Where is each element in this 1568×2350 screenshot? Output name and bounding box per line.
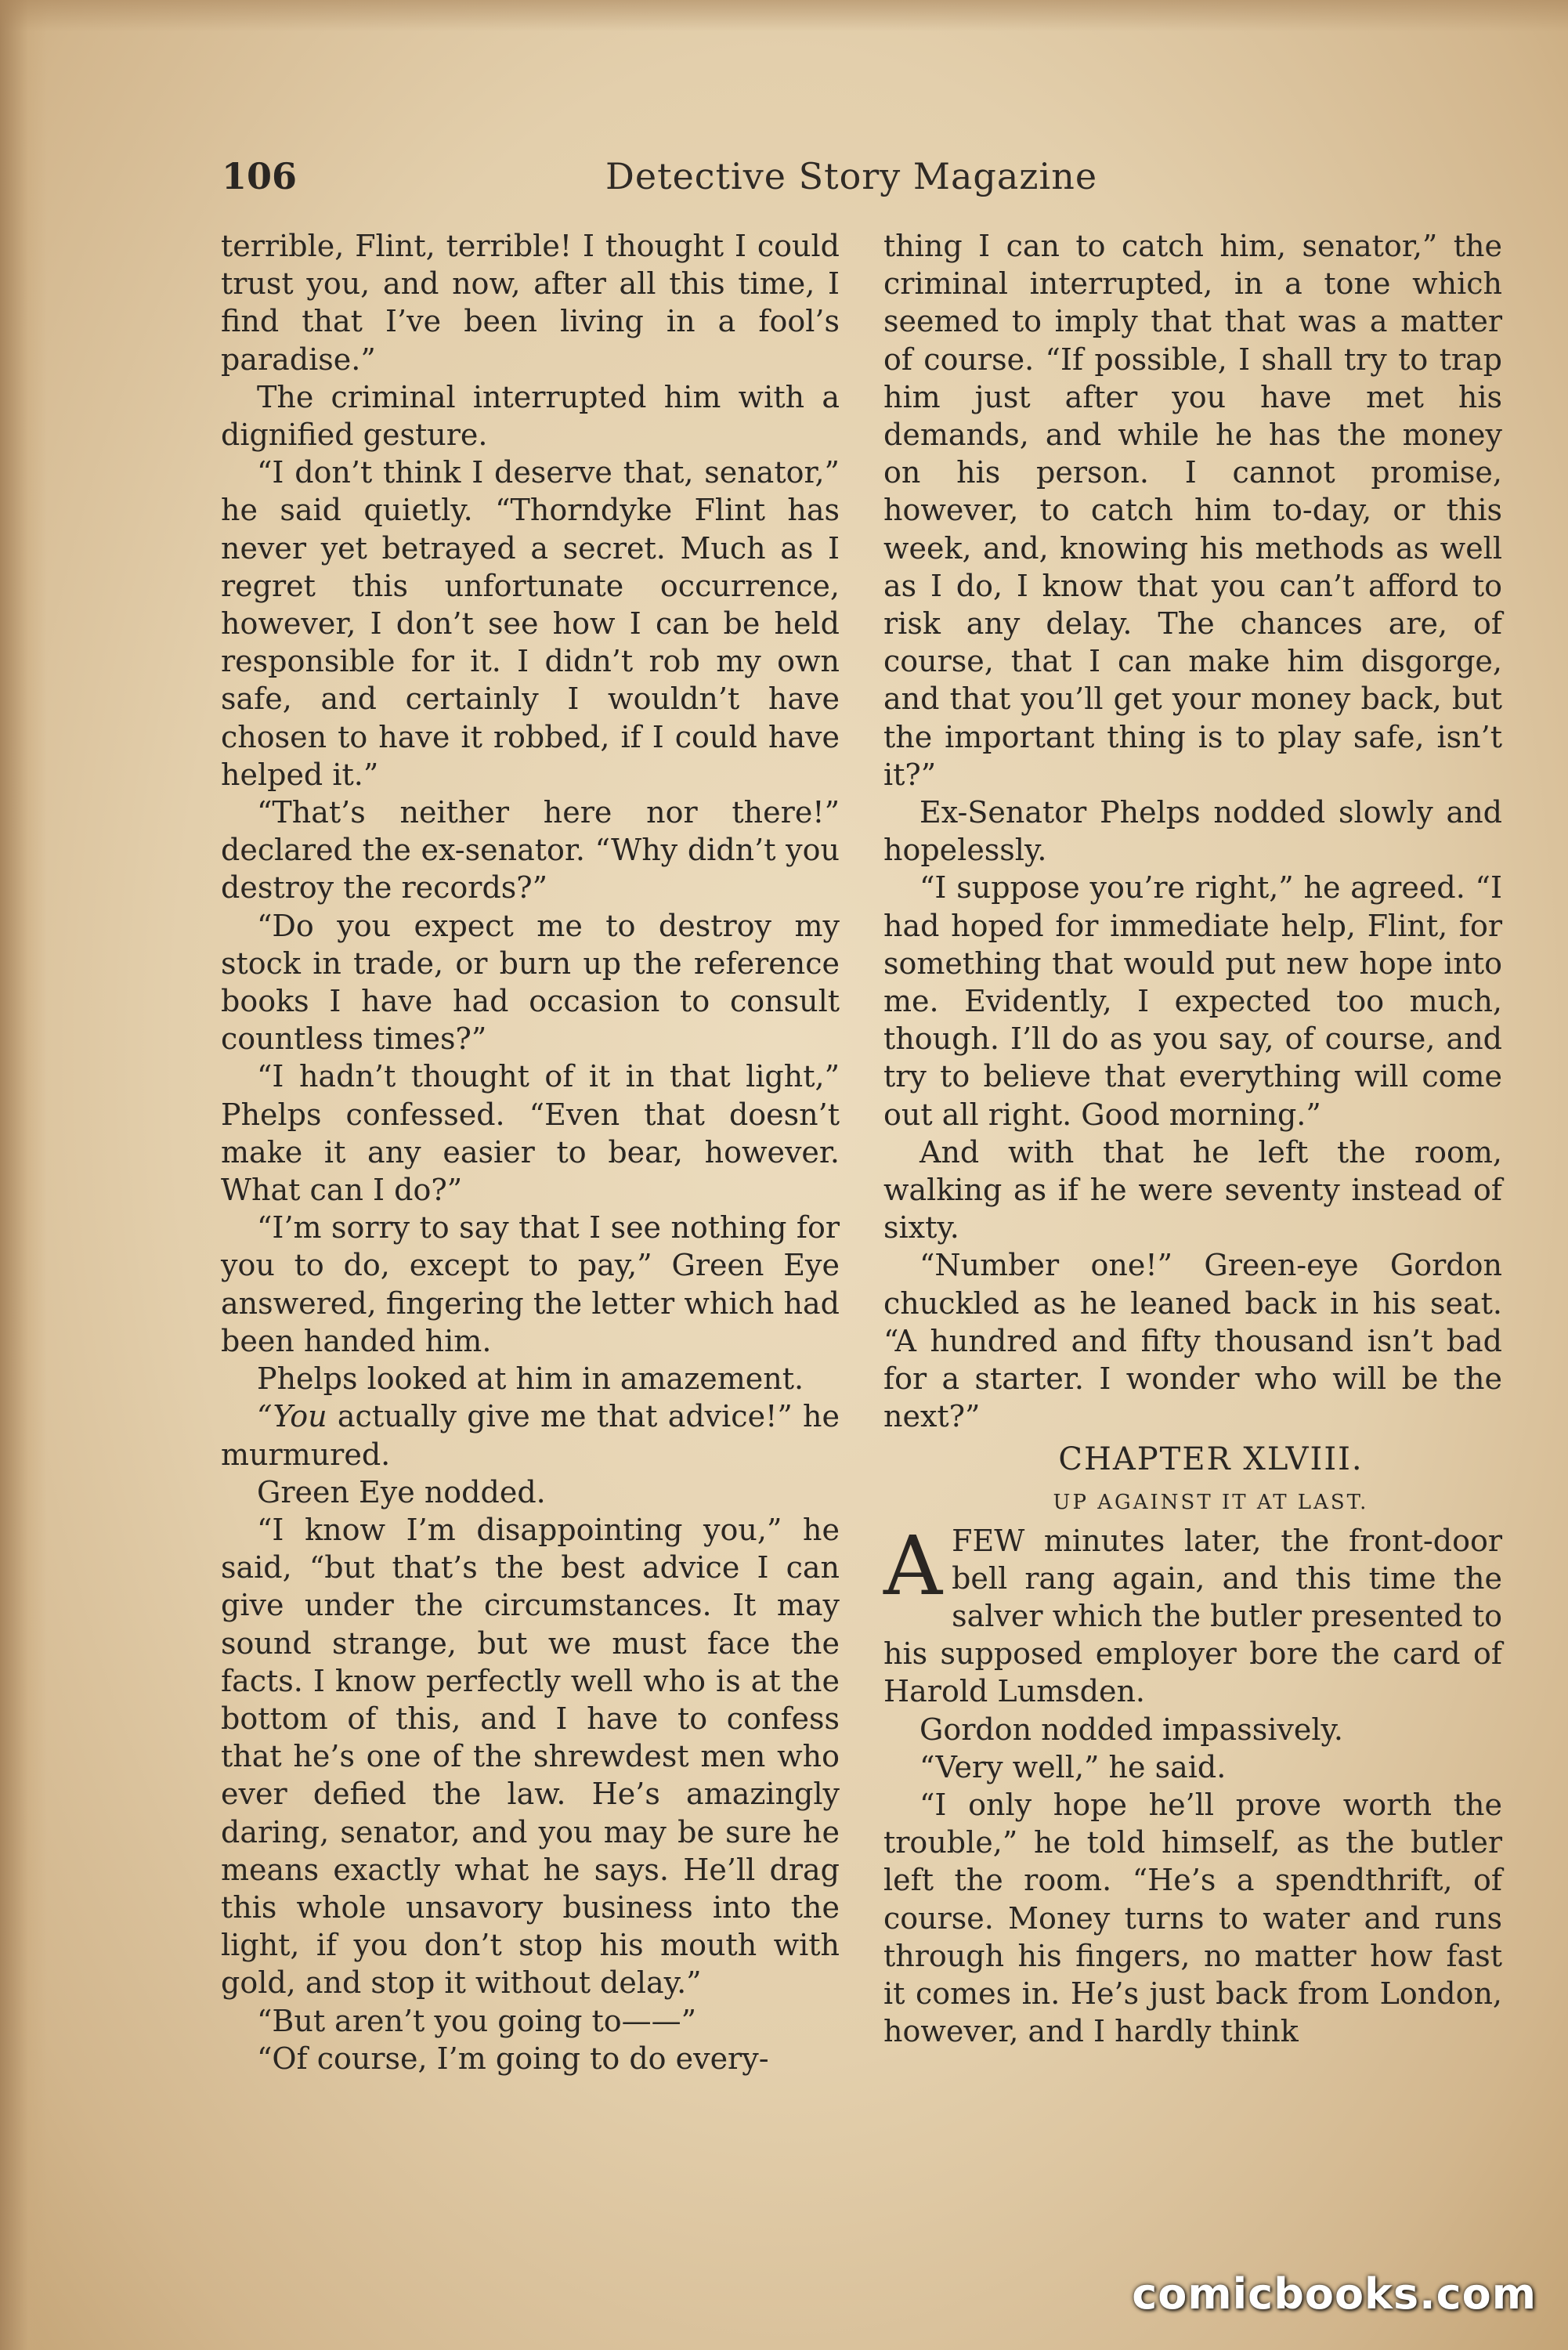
paragraph: Phelps looked at him in amazement.	[257, 1361, 804, 1397]
paragraph: “That’s neither here nor there!” declared the ex-senator. “Why didn’t you destroy the records?”	[221, 795, 840, 906]
paragraph: terrible, Flint, terrible! I thought I could trust you, and now, after all this time, I find that I’ve been living in a fool’s paradise.”	[221, 229, 840, 377]
page-number: 106	[222, 155, 298, 197]
page-top-shadow	[0, 0, 1568, 31]
drop-cap: A	[883, 1517, 943, 1614]
page-header	[222, 147, 1561, 210]
paragraph: “Number one!” Green-eye Gordon chuckled as he leaned back in his seat. “A hundred and fifty thousand isn’t bad for a starter. I wonder who will be the next?”	[883, 1248, 1502, 1434]
paragraph: Gordon nodded impassively.	[919, 1712, 1343, 1747]
paragraph: And with that he left the room, walking as if he were seventy instead of sixty.	[883, 1134, 1502, 1246]
paragraph: “I hadn’t thought of it in that light,” Phelps confessed. “Even that doesn’t make it any easier to bear, however. What can I do?”	[221, 1059, 840, 1208]
paragraph: Green Eye nodded.	[257, 1474, 546, 1509]
paragraph: The criminal interrupted him with a dignified gesture.	[221, 379, 840, 453]
paragraph	[221, 1397, 840, 1473]
right-column	[883, 227, 1502, 2050]
chapter-subtitle: UP AGAINST IT AT LAST.	[1053, 1490, 1369, 1514]
paragraph: “But aren’t you going to——”	[257, 2003, 697, 2038]
paragraph: “Very well,” he said.	[919, 1749, 1227, 1784]
chapter-title: CHAPTER XLVIII.	[1058, 1441, 1364, 1477]
paragraph-text: FEW minutes later, the front-door bell rang again, and this time the salver which the butler presented to his supposed employer bore the card of Harold Lumsden.	[883, 1523, 1502, 1709]
paragraph	[883, 1517, 1502, 1711]
italic-text: “You	[257, 1399, 327, 1434]
paragraph: “I’m sorry to say that I see nothing for you to do, except to pay,” Green Eye answered, fingering the letter which had been handed him.	[221, 1210, 840, 1358]
paragraph: “Do you expect me to destroy my stock in trade, or burn up the reference books I have had occasion to consult countless times?”	[221, 908, 840, 1057]
paragraph: thing I can to catch him, senator,” the criminal interrupted, in a tone which seemed to imply that that was a matter of course. “If possible, I shall try to trap him just after you have met his demands, and while he has the money on his person. I cannot promise, however, to catch him to-day, or this week, and, knowing his methods as well as I do, I know that you can’t afford to risk any delay. The chances are, of course, that I can make him disgorge, and that you’ll get your money back, but the important thing is to play safe, isn’t it?”	[883, 229, 1502, 792]
paragraph-text: actually give me that advice!” he murmured.	[221, 1399, 840, 1472]
paragraph: “Of course, I’m going to do every-	[257, 2041, 769, 2076]
paragraph: Ex-Senator Phelps nodded slowly and hopelessly.	[883, 795, 1502, 868]
left-column	[221, 227, 840, 2077]
paragraph: “I know I’m disappointing you,” he said, “but that’s the best advice I can give under the circumstances. It may sound strange, but we must face the facts. I know perfectly well who is at the bottom of this, and I have to confess that he’s one of the shrewdest men who ever defied the law. He’s amazingly daring, senator, and you may be sure he means exactly what he says. He’ll drag this whole unsavory business into the light, if you don’t stop his mouth with gold, and stop it without delay.”	[221, 1512, 840, 2001]
paragraph: “I suppose you’re right,” he agreed. “I had hoped for immediate help, Flint, for something that would put new hope into me. Evidently, I expected too much, though. I’ll do as you say, of course, and try to believe that everything will come out all right. Good morning.”	[883, 870, 1502, 1132]
page-edge-shadow	[0, 0, 47, 2350]
watermark: comicbooks.com	[1132, 2269, 1537, 2319]
paragraph: “I only hope he’ll prove worth the trouble,” he told himself, as the butler left the room. “He’s a spendthrift, of course. Money turns to water and runs through his fingers, no matter how fast it comes in. He’s just back from London, however, and I hardly think	[883, 1787, 1502, 2049]
running-title: Detective Story Magazine	[605, 155, 1098, 197]
paragraph: “I don’t think I deserve that, senator,” he said quietly. “Thorndyke Flint has never yet betrayed a secret. Much as I regret this unfortunate occurrence, however, I don’t see how I can be held responsible for it. I didn’t rob my own safe, and certainly I wouldn’t have chosen to have it robbed, if I could have helped it.”	[221, 455, 840, 792]
